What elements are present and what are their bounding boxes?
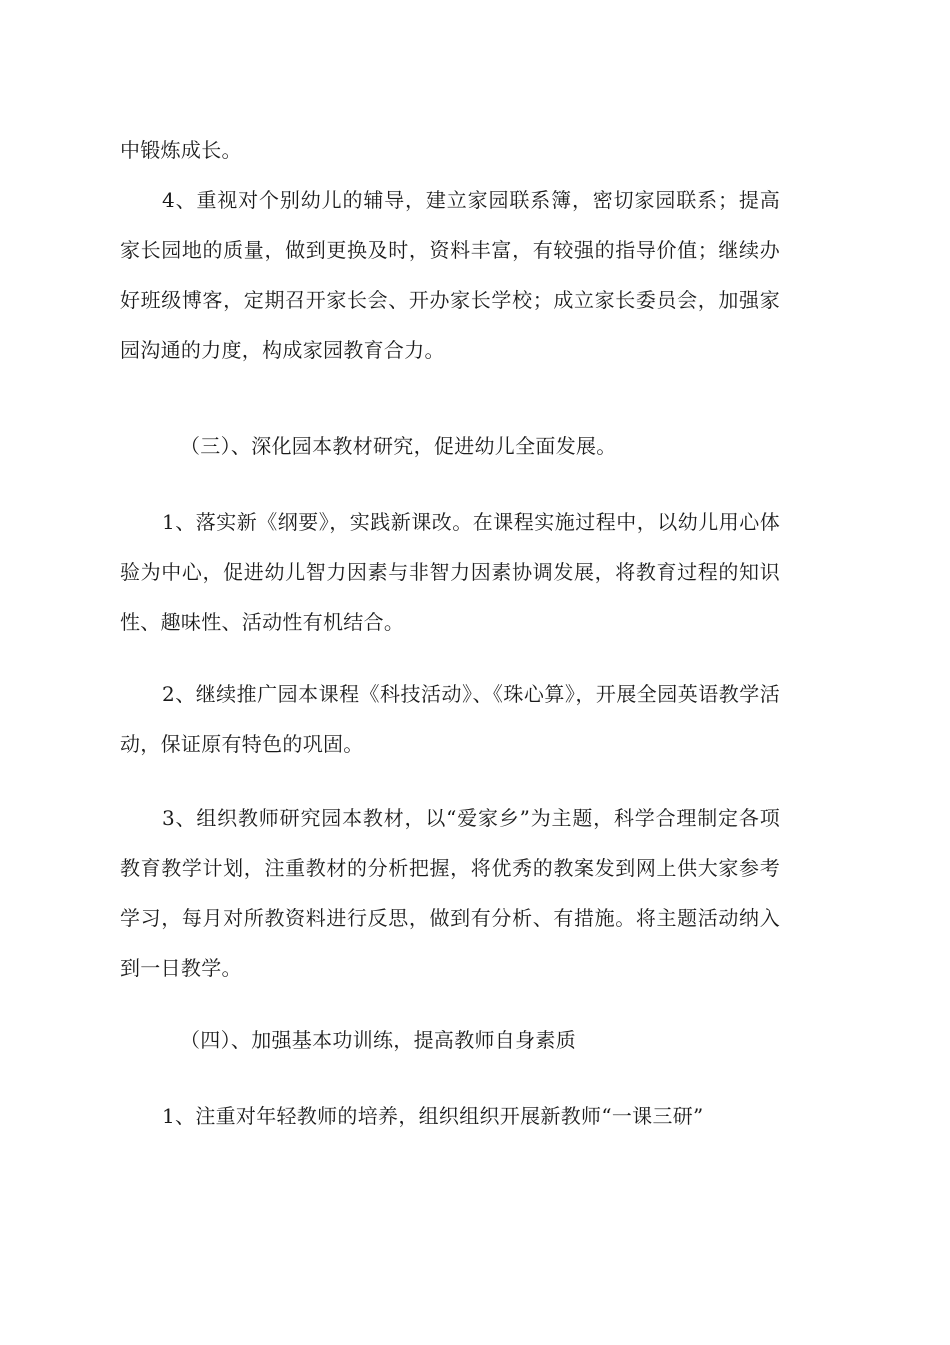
paragraph-item-2: 2、继续推广园本课程《科技活动》、《珠心算》，开展全园英语教学活动，保证原有特色的巩固。: [120, 682, 780, 756]
paragraph-item-4: 4、重视对个别幼儿的辅导，建立家园联系簿，密切家园联系；提高家长园地的质量，做到更换及时，资料丰富，有较强的指导价值；继续办好班级博客，定期召开家长会、开办家长学校；成立家长委员会，加强家园沟通的力度，构成家园教育合力。: [120, 188, 780, 362]
paragraph-item-3: 3、组织教师研究园本教材，以“爱家乡”为主题，科学合理制定各项教育教学计划，注重教材的分析把握，将优秀的教案发到网上供大家参考学习，每月对所教资料进行反思，做到有分析、有措施。将主题活动纳入到一日教学。: [120, 806, 780, 980]
paragraph-item-1: 1、落实新《纲要》，实践新课改。在课程实施过程中，以幼儿用心体验为中心，促进幼儿智力因素与非智力因素协调发展，将教育过程的知识性、趣味性、活动性有机结合。: [120, 510, 780, 634]
section-heading-3: （三）、深化园本教材研究，促进幼儿全面发展。: [180, 434, 617, 458]
section-heading-4: （四）、加强基本功训练，提高教师自身素质: [180, 1028, 576, 1052]
paragraph-continuation: 中锻炼成长。: [120, 138, 242, 162]
paragraph-item-1-section-4: 1、注重对年轻教师的培养，组织组织开展新教师“一课三研”: [162, 1104, 704, 1128]
